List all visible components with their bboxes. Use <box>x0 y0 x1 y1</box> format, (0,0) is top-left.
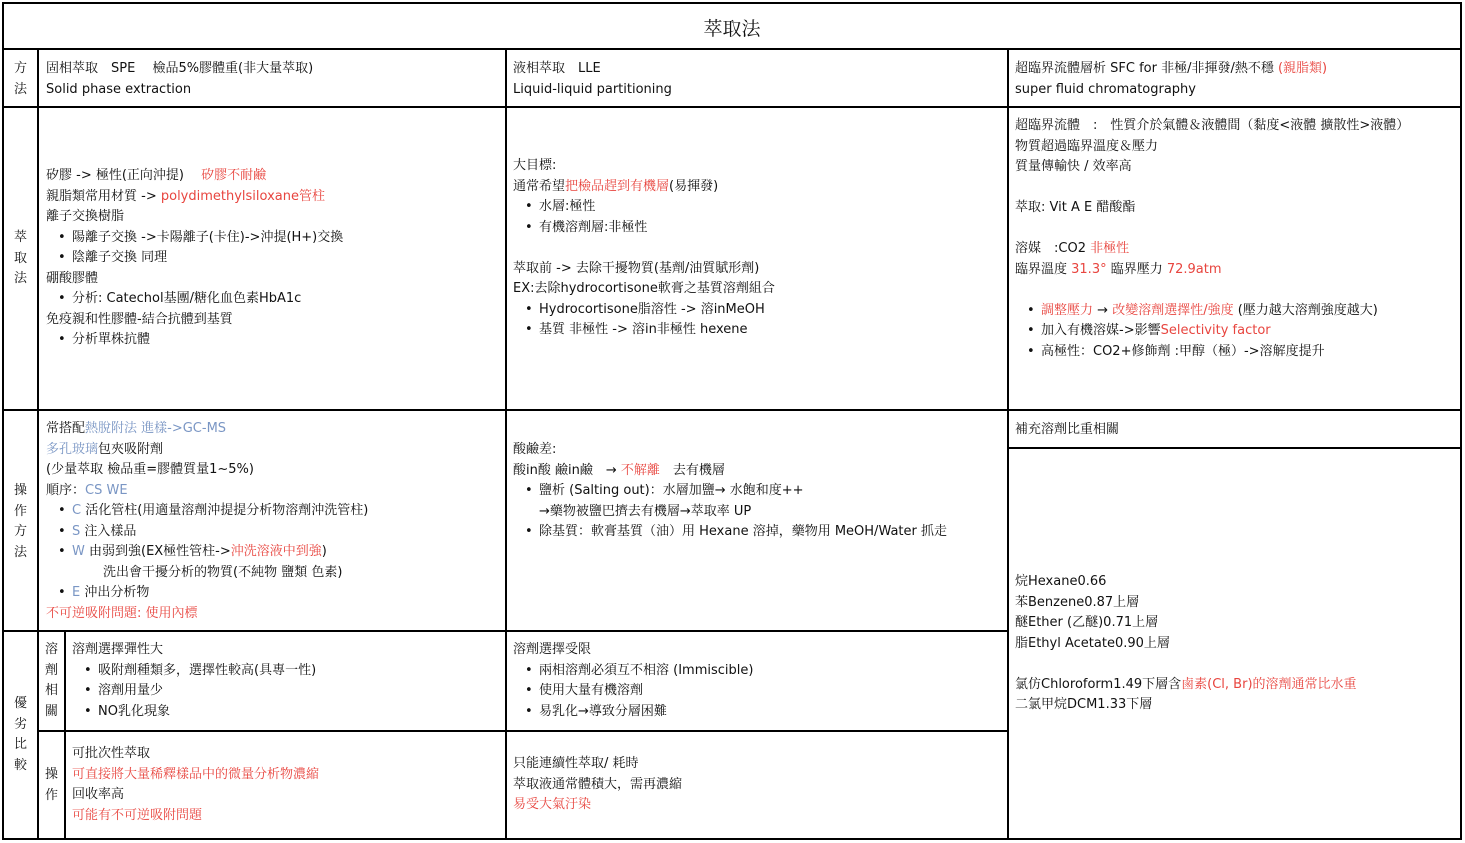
text-run: ) <box>321 544 327 559</box>
bullet-item <box>513 661 753 682</box>
text-line <box>1015 116 1409 137</box>
bullet-item <box>513 218 775 239</box>
lle-extraction-content <box>513 156 775 341</box>
text-line <box>513 640 753 661</box>
lle-method-content <box>513 59 672 100</box>
text-run: 兩相溶劑必須互不相溶 (Immiscible) <box>539 662 754 678</box>
sfc-method-content <box>1015 59 1327 100</box>
sub-label-operation: 操作 <box>44 767 58 803</box>
text-run: 高極性：CO2+修飾劑 :甲醇（極）->溶解度提升 <box>1041 343 1325 359</box>
highlighted-text: CS WE <box>85 482 128 498</box>
highlighted-text: 沖洗溶液中到強 <box>230 544 322 559</box>
text-run: 離子交換樹脂 <box>46 209 125 224</box>
spe-operation-content <box>46 419 368 624</box>
bullet-item <box>72 661 316 682</box>
sub-label-cell-operation <box>38 731 65 839</box>
text-run: 鹽析 (Salting out)：水層加鹽→ 水飽和度++ <box>539 483 804 498</box>
text-run: (少量萃取 檢品重=膠體質量1~5%) <box>46 462 254 477</box>
text-line <box>513 461 947 482</box>
text-line <box>46 419 368 440</box>
text-run: 注入樣品 <box>80 523 137 539</box>
spe-operation-compare-cell <box>65 731 506 839</box>
lle-solvent-content <box>513 640 753 722</box>
paragraph <box>513 59 672 100</box>
text-run: 順序： <box>46 482 86 498</box>
highlighted-text: 鹵素(Cl, Br)的溶劑通常比水重 <box>1181 676 1357 692</box>
bullet-item <box>46 501 368 522</box>
solvent-density-cell <box>1008 448 1461 839</box>
highlighted-text: 多孔玻璃 <box>46 441 99 457</box>
text-run: 水層:極性 <box>539 199 596 214</box>
text-run: (壓力越大溶劑強度越大) <box>1233 302 1378 318</box>
text-run: 烷Hexane0.66 <box>1015 574 1107 589</box>
lle-operation-compare-content <box>513 754 682 816</box>
lle-operation-cell <box>506 410 1008 631</box>
solvent-density-header-cell <box>1008 410 1461 448</box>
text-line <box>72 785 319 806</box>
text-run: 萃取: Vit A E 醋酸酯 <box>1015 200 1136 215</box>
text-line <box>46 269 343 290</box>
paragraph <box>72 744 319 826</box>
paragraph <box>513 259 775 341</box>
sfc-extraction-content <box>1015 116 1409 362</box>
text-run: 物質超過臨界溫度＆壓力 <box>1015 138 1159 154</box>
text-run: 脂Ethyl Acetate0.90上層 <box>1015 635 1170 651</box>
paragraph <box>1015 59 1327 100</box>
row-label-method: 方法 <box>13 61 27 97</box>
text-run: 氯仿Chloroform1.49下層含 <box>1015 676 1182 692</box>
text-line <box>513 502 947 523</box>
sub-label-wrap <box>39 765 64 806</box>
highlighted-text: 非極性 <box>1090 241 1130 256</box>
row-label-operation: 操作方法 <box>13 483 27 560</box>
text-run: 萃取前 -> 去除干擾物質(基劑/油質賦形劑) <box>513 260 760 276</box>
bullet-item <box>72 702 316 723</box>
paragraph <box>513 640 753 722</box>
text-line <box>46 460 368 481</box>
highlighted-text: W <box>72 544 85 559</box>
text-run: 分析單株抗體 <box>72 332 151 347</box>
text-line <box>1015 198 1409 219</box>
bullet-item <box>513 320 775 341</box>
spe-method-cell <box>38 49 506 107</box>
text-line <box>72 765 319 786</box>
sfc-method-cell <box>1008 49 1461 107</box>
text-run: 可批次性萃取 <box>72 746 151 761</box>
text-line <box>46 187 343 208</box>
highlighted-text: 矽膠不耐鹼 <box>201 168 267 183</box>
highlighted-text: 調整壓力 <box>1041 302 1094 318</box>
highlighted-text: 可能有不可逆吸附問題 <box>72 807 203 823</box>
highlighted-text: polydimethylsiloxane管柱 <box>160 188 325 204</box>
paragraph <box>46 59 313 100</box>
text-line <box>72 806 319 827</box>
text-run: 溶劑選擇彈性大 <box>72 642 164 657</box>
paragraph <box>1015 116 1409 178</box>
text-line <box>1015 613 1357 634</box>
text-line <box>46 563 368 584</box>
text-line <box>513 279 775 300</box>
text-run: Hydrocortisone脂溶性 -> 溶inMeOH <box>539 301 765 317</box>
text-run: super fluid chromatography <box>1015 81 1196 97</box>
bullet-item <box>46 248 343 269</box>
text-run: 超臨界流體 : 性質介於氣體＆液體間（黏度<液體 擴散性>液體） <box>1015 118 1410 133</box>
text-run: 苯Benzene0.87上層 <box>1015 594 1140 610</box>
paragraph <box>1015 198 1409 219</box>
text-line <box>1015 137 1409 158</box>
text-run: EX:去除hydrocortisone軟膏之基質溶劑組合 <box>513 281 775 296</box>
text-run: 萃取液通常體積大，需再濃縮 <box>513 776 683 792</box>
lle-extraction-cell <box>506 107 1008 410</box>
text-line <box>1015 695 1357 716</box>
bullet-item <box>513 522 947 543</box>
text-run: 二氯甲烷DCM1.33下層 <box>1015 697 1153 712</box>
text-line <box>513 440 947 461</box>
text-run: 常搭配 <box>46 421 86 436</box>
bullet-item <box>46 522 368 543</box>
text-line <box>46 604 368 625</box>
text-run: → <box>1093 302 1113 318</box>
text-line <box>513 754 682 775</box>
bullet-item <box>513 702 753 723</box>
text-run: 去有機層 <box>659 462 725 478</box>
highlighted-text: 可直接將大量稀釋樣品中的微量分析物濃縮 <box>72 766 320 782</box>
sfc-extraction-cell <box>1008 107 1461 410</box>
paragraph <box>1015 301 1409 363</box>
text-run: 溶劑選擇受限 <box>513 642 592 657</box>
bullet-item <box>513 300 775 321</box>
bullet-item <box>1015 321 1409 342</box>
text-run: 矽膠 -> 極性(正向沖提) <box>46 168 202 183</box>
text-run: 陽離子交換 ->卡陽離子(卡住)->沖提(H+)交換 <box>72 229 344 245</box>
text-line <box>513 775 682 796</box>
paragraph <box>46 419 368 624</box>
text-run: 沖出分析物 <box>80 585 150 600</box>
text-line <box>72 640 316 661</box>
highlighted-text: 易受大氣汙染 <box>513 797 592 812</box>
highlighted-text: 熱脫附法 進樣->GC-MS <box>85 421 227 436</box>
text-line <box>46 166 343 187</box>
spe-method-content <box>46 59 313 100</box>
text-line <box>46 310 343 331</box>
text-run: →藥物被鹽巴擠去有機層→萃取率 UP <box>539 503 752 519</box>
text-line <box>1015 157 1409 178</box>
spe-solvent-content <box>72 640 316 722</box>
title-cell <box>3 3 1461 49</box>
paragraph <box>1015 675 1357 716</box>
highlighted-text: 把檢品趕到有機層 <box>565 178 670 194</box>
text-line <box>1015 675 1357 696</box>
text-line <box>1015 634 1357 655</box>
text-run: 臨界壓力 <box>1106 261 1167 277</box>
text-line <box>513 795 682 816</box>
highlighted-text: 72.9atm <box>1166 261 1222 277</box>
highlighted-text: 改變溶劑選擇性/強度 <box>1112 302 1234 318</box>
row-label-wrap <box>4 694 37 776</box>
text-run: 通常希望 <box>513 178 566 194</box>
text-line <box>46 59 313 80</box>
text-line <box>513 156 775 177</box>
bullet-item <box>513 197 775 218</box>
highlighted-text: 不解離 <box>620 462 660 478</box>
text-run: 醚Ether (乙醚)0.71上層 <box>1015 615 1159 630</box>
paragraph <box>46 166 343 351</box>
text-run: 臨界溫度 <box>1015 261 1072 277</box>
text-run: 溶劑用量少 <box>98 683 164 698</box>
text-line <box>1015 59 1327 80</box>
row-label-cell-extraction <box>3 107 38 410</box>
text-run: 超臨界流體層析 SFC for 非極/非揮發/熱不穩 <box>1015 61 1278 76</box>
text-line <box>1015 239 1409 260</box>
paragraph <box>513 440 947 543</box>
text-run: NO乳化現象 <box>98 703 170 719</box>
spe-extraction-cell <box>38 107 506 410</box>
solvent-density-content <box>1015 572 1357 716</box>
bullet-item <box>46 542 368 563</box>
text-run: 溶媒 :CO2 <box>1015 241 1091 256</box>
text-run: 只能連續性萃取/ 耗時 <box>513 756 639 771</box>
text-line <box>513 80 672 101</box>
text-run: 洗出會干擾分析的物質(不純物 鹽類 色素) <box>103 564 343 580</box>
paragraph <box>1015 572 1357 654</box>
highlighted-text: E <box>72 585 81 600</box>
highlighted-text: Selectivity factor <box>1160 323 1271 338</box>
table-title: 萃取法 <box>703 17 761 40</box>
bullet-item <box>46 583 368 604</box>
row-label-cell-method <box>3 49 38 107</box>
bullet-item <box>46 228 343 249</box>
text-run: 陰離子交換 同理 <box>72 250 168 265</box>
text-line <box>46 440 368 461</box>
text-run: 由弱到強(EX極性管柱-> <box>84 544 231 559</box>
spe-solvent-cell <box>65 631 506 731</box>
text-line <box>513 177 775 198</box>
text-run: 硼酸膠體 <box>46 270 99 286</box>
paragraph <box>513 754 682 816</box>
lle-operation-compare-cell <box>506 731 1008 839</box>
lle-solvent-cell <box>506 631 1008 731</box>
text-run: 酸in酸 鹼in鹼 → <box>513 462 621 478</box>
bullet-item <box>1015 342 1409 363</box>
text-line <box>1015 260 1409 281</box>
text-run: 有機溶劑層:非極性 <box>539 219 648 235</box>
bullet-item <box>513 481 947 502</box>
row-label-cell-comparison <box>3 631 38 839</box>
paragraph <box>1015 239 1409 280</box>
paragraph <box>72 640 316 722</box>
highlighted-text: 不可逆吸附問題: 使用內標 <box>46 605 198 621</box>
spe-extraction-content <box>46 166 343 351</box>
solvent-density-header: 補充溶劑比重相關 <box>1015 422 1120 437</box>
bullet-item <box>513 681 753 702</box>
row-label-comparison: 優劣比較 <box>13 696 27 773</box>
text-run: 使用大量有機溶劑 <box>539 683 644 698</box>
text-run: 活化管柱(用適量溶劑沖提提分析物溶劑沖洗管柱) <box>81 503 369 518</box>
text-line <box>513 59 672 80</box>
paragraph <box>513 156 775 238</box>
sub-label-wrap <box>39 640 64 722</box>
sub-label-cell-solvent <box>38 631 65 731</box>
highlighted-text: 31.3° <box>1071 261 1107 277</box>
text-run: 固相萃取 SPE 檢品5%膠體重(非大量萃取) <box>46 61 314 76</box>
bullet-item <box>46 330 343 351</box>
lle-operation-content <box>513 440 947 543</box>
highlighted-text: C <box>72 503 82 518</box>
text-run: 酸鹼差: <box>513 442 557 457</box>
bullet-item <box>1015 301 1409 322</box>
text-line <box>513 259 775 280</box>
text-run: Liquid-liquid partitioning <box>513 81 672 97</box>
spe-operation-cell <box>38 410 506 631</box>
text-run: 免疫親和性膠體-結合抗體到基質 <box>46 311 233 327</box>
row-label-cell-operation <box>3 410 38 631</box>
text-line <box>1015 572 1357 593</box>
text-run: 大目標: <box>513 158 557 173</box>
spe-operation-compare-content <box>72 744 319 826</box>
row-label-extraction: 萃取法 <box>13 230 27 286</box>
text-line <box>46 481 368 502</box>
text-run: 親脂類常用材質 -> <box>46 188 161 204</box>
row-label-wrap <box>4 228 37 290</box>
text-run: 分析: Catechol基團/糖化血色素HbA1c <box>72 291 302 306</box>
lle-method-cell <box>506 49 1008 107</box>
text-run: 質量傳輸快 / 效率高 <box>1015 159 1132 174</box>
text-run: 吸附劑種類多，選擇性較高(具專一性) <box>98 662 317 678</box>
solvent-density-header-wrap <box>1015 420 1119 441</box>
text-run: 基質 非極性 -> 溶in非極性 hexene <box>539 322 748 337</box>
text-run: 易乳化→導致分層困難 <box>539 703 667 719</box>
row-label-wrap <box>4 481 37 563</box>
highlighted-text: (親脂類) <box>1277 61 1328 76</box>
text-run: 液相萃取 LLE <box>513 61 601 76</box>
text-run: Solid phase extraction <box>46 81 192 97</box>
text-line <box>1015 80 1327 101</box>
text-run: 除基質：軟膏基質（油）用 Hexane 溶掉，藥物用 MeOH/Water 抓走 <box>539 524 948 539</box>
text-run: 加入有機溶媒->影響 <box>1041 323 1161 338</box>
text-run: (易揮發) <box>669 178 719 194</box>
bullet-item <box>46 289 343 310</box>
sub-label-solvent: 溶劑相關 <box>44 642 58 719</box>
text-line <box>72 744 319 765</box>
text-line <box>46 80 313 101</box>
highlighted-text: S <box>72 523 81 539</box>
bullet-item <box>72 681 316 702</box>
text-line <box>46 207 343 228</box>
text-line <box>1015 593 1357 614</box>
text-run: 包夾吸附劑 <box>98 441 164 457</box>
row-label-wrap <box>4 59 37 100</box>
text-run: 回收率高 <box>72 787 125 802</box>
